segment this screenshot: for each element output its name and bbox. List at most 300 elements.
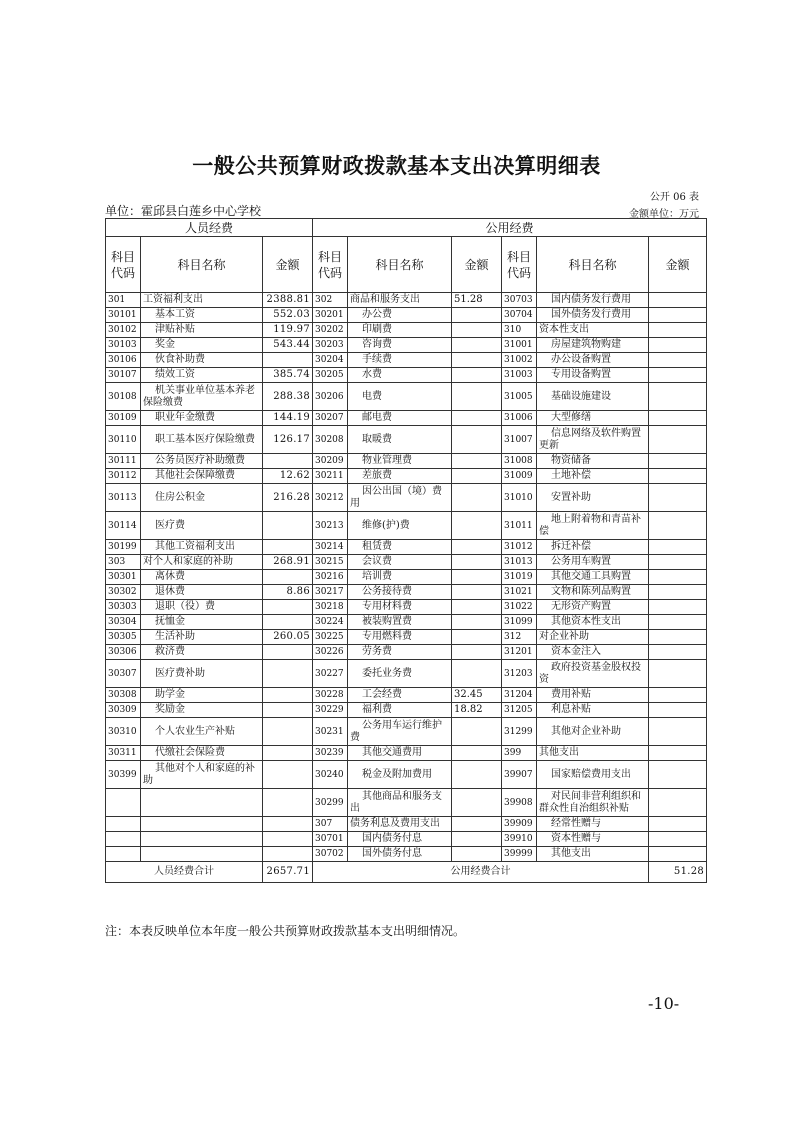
personnel-code-cell: 30310 <box>106 718 141 746</box>
public-b-code-cell: 31205 <box>502 703 537 718</box>
public-b-amount-cell <box>649 585 707 600</box>
header-amount: 金额 <box>649 237 707 293</box>
public-a-amount-cell <box>452 600 502 615</box>
public-b-amount-cell <box>649 454 707 469</box>
page-number: -10- <box>648 994 680 1013</box>
public-b-code-cell: 31006 <box>502 411 537 426</box>
public-b-amount-cell <box>649 600 707 615</box>
public-b-code-cell: 31007 <box>502 426 537 454</box>
header-amount: 金额 <box>263 237 313 293</box>
public-b-code-cell: 31003 <box>502 368 537 383</box>
table-row <box>106 789 707 817</box>
personnel-name-cell: 医疗费补助 <box>141 660 263 688</box>
table-row <box>106 585 707 600</box>
public-b-name-cell: 基础设施建设 <box>537 383 649 411</box>
personnel-amount-cell <box>263 832 313 847</box>
public-a-name-cell: 邮电费 <box>348 411 452 426</box>
public-b-name-cell: 拆迁补偿 <box>537 540 649 555</box>
personnel-name-cell: 其他对个人和家庭的补助 <box>141 761 263 789</box>
table-row <box>106 555 707 570</box>
public-a-code-cell: 30217 <box>313 585 348 600</box>
public-b-name-cell: 物资储备 <box>537 454 649 469</box>
public-a-code-cell: 30216 <box>313 570 348 585</box>
public-a-name-cell: 咨询费 <box>348 338 452 353</box>
public-b-code-cell: 39910 <box>502 832 537 847</box>
public-a-amount-cell <box>452 630 502 645</box>
form-number: 公开 06 表 <box>649 192 699 203</box>
public-b-code-cell: 31005 <box>502 383 537 411</box>
public-b-code-cell: 39907 <box>502 761 537 789</box>
personnel-amount-cell <box>263 688 313 703</box>
public-a-amount-cell <box>452 308 502 323</box>
public-b-name-cell: 对企业补助 <box>537 630 649 645</box>
public-b-name-cell: 公务用车购置 <box>537 555 649 570</box>
public-a-name-cell: 公务接待费 <box>348 585 452 600</box>
personnel-code-cell: 30199 <box>106 540 141 555</box>
public-b-name-cell: 专用设备购置 <box>537 368 649 383</box>
personnel-amount-cell <box>263 454 313 469</box>
public-a-amount-cell <box>452 383 502 411</box>
public-b-name-cell: 房屋建筑物购建 <box>537 338 649 353</box>
public-b-amount-cell <box>649 293 707 308</box>
personnel-name-cell: 住房公积金 <box>141 484 263 512</box>
personnel-code-cell: 30109 <box>106 411 141 426</box>
public-a-name-cell: 公务用车运行维护费 <box>348 718 452 746</box>
table-row <box>106 469 707 484</box>
table-row <box>106 645 707 660</box>
public-a-name-cell: 差旅费 <box>348 469 452 484</box>
table-row <box>106 660 707 688</box>
personnel-code-cell: 30110 <box>106 426 141 454</box>
personnel-name-cell <box>141 847 263 862</box>
personnel-code-cell <box>106 789 141 817</box>
public-a-code-cell: 30228 <box>313 688 348 703</box>
public-b-name-cell: 其他支出 <box>537 847 649 862</box>
table-row <box>106 411 707 426</box>
public-b-name-cell: 资本金注入 <box>537 645 649 660</box>
personnel-code-cell: 30114 <box>106 512 141 540</box>
table-row <box>106 484 707 512</box>
totals-row <box>106 862 707 883</box>
personnel-name-cell: 医疗费 <box>141 512 263 540</box>
unit-label: 单位：霍邱县白莲乡中心学校 <box>105 204 262 218</box>
public-b-name-cell: 无形资产购置 <box>537 600 649 615</box>
public-a-amount-cell <box>452 469 502 484</box>
public-a-name-cell: 其他商品和服务支出 <box>348 789 452 817</box>
public-a-amount-cell <box>452 570 502 585</box>
personnel-name-cell: 工资福利支出 <box>141 293 263 308</box>
personnel-code-cell: 30308 <box>106 688 141 703</box>
personnel-amount-cell: 268.91 <box>263 555 313 570</box>
public-b-name-cell: 其他交通工具购置 <box>537 570 649 585</box>
public-b-amount-cell <box>649 308 707 323</box>
personnel-code-cell: 30102 <box>106 323 141 338</box>
personnel-amount-cell <box>263 761 313 789</box>
public-a-name-cell: 租赁费 <box>348 540 452 555</box>
table-row <box>106 688 707 703</box>
public-b-code-cell: 31299 <box>502 718 537 746</box>
public-b-code-cell: 39909 <box>502 817 537 832</box>
personnel-code-cell: 30311 <box>106 746 141 761</box>
personnel-name-cell: 奖励金 <box>141 703 263 718</box>
personnel-name-cell: 抚恤金 <box>141 615 263 630</box>
public-b-name-cell: 资本性赠与 <box>537 832 649 847</box>
personnel-name-cell: 退职（役）费 <box>141 600 263 615</box>
table-row <box>106 718 707 746</box>
public-b-name-cell: 费用补贴 <box>537 688 649 703</box>
personnel-code-cell: 303 <box>106 555 141 570</box>
public-a-code-cell: 30208 <box>313 426 348 454</box>
public-b-amount-cell <box>649 615 707 630</box>
personnel-amount-cell: 385.74 <box>263 368 313 383</box>
public-a-name-cell: 手续费 <box>348 353 452 368</box>
personnel-name-cell <box>141 817 263 832</box>
header-code: 科目代码 <box>106 237 141 293</box>
public-a-name-cell: 取暖费 <box>348 426 452 454</box>
personnel-name-cell: 其他社会保障缴费 <box>141 469 263 484</box>
public-a-amount-cell <box>452 832 502 847</box>
public-b-amount-cell <box>649 817 707 832</box>
personnel-amount-cell <box>263 615 313 630</box>
public-a-code-cell: 30201 <box>313 308 348 323</box>
public-b-amount-cell <box>649 660 707 688</box>
public-a-name-cell: 会议费 <box>348 555 452 570</box>
public-b-name-cell: 办公设备购置 <box>537 353 649 368</box>
public-a-code-cell: 30209 <box>313 454 348 469</box>
public-b-amount-cell <box>649 746 707 761</box>
table-row <box>106 540 707 555</box>
public-b-amount-cell <box>649 411 707 426</box>
public-b-code-cell: 30704 <box>502 308 537 323</box>
public-b-name-cell: 土地补偿 <box>537 469 649 484</box>
personnel-amount-cell <box>263 353 313 368</box>
public-b-name-cell: 国外债务发行费用 <box>537 308 649 323</box>
personnel-amount-cell <box>263 540 313 555</box>
public-b-amount-cell <box>649 832 707 847</box>
personnel-amount-cell <box>263 847 313 862</box>
public-a-amount-cell <box>452 368 502 383</box>
public-b-name-cell: 经常性赠与 <box>537 817 649 832</box>
personnel-name-cell: 机关事业单位基本养老保险缴费 <box>141 383 263 411</box>
personnel-code-cell: 30303 <box>106 600 141 615</box>
group-header-row <box>106 219 707 237</box>
expenditure-table <box>105 218 707 883</box>
public-a-name-cell: 专用材料费 <box>348 600 452 615</box>
public-b-code-cell: 31022 <box>502 600 537 615</box>
personnel-amount-cell <box>263 570 313 585</box>
personnel-amount-cell <box>263 660 313 688</box>
public-b-name-cell: 大型修缮 <box>537 411 649 426</box>
table-row <box>106 308 707 323</box>
public-a-code-cell: 30218 <box>313 600 348 615</box>
public-a-code-cell: 30202 <box>313 323 348 338</box>
personnel-amount-cell: 119.97 <box>263 323 313 338</box>
personnel-amount-cell <box>263 512 313 540</box>
public-a-amount-cell <box>452 512 502 540</box>
public-a-code-cell: 30224 <box>313 615 348 630</box>
public-b-code-cell: 31021 <box>502 585 537 600</box>
personnel-amount-cell: 552.03 <box>263 308 313 323</box>
table-row <box>106 323 707 338</box>
public-b-name-cell: 国家赔偿费用支出 <box>537 761 649 789</box>
public-a-amount-cell <box>452 454 502 469</box>
personnel-name-cell: 伙食补助费 <box>141 353 263 368</box>
header-name: 科目名称 <box>348 237 452 293</box>
public-a-code-cell: 30239 <box>313 746 348 761</box>
personnel-name-cell: 职业年金缴费 <box>141 411 263 426</box>
public-b-name-cell: 资本性支出 <box>537 323 649 338</box>
public-a-code-cell: 30215 <box>313 555 348 570</box>
public-b-code-cell: 31001 <box>502 338 537 353</box>
table-row <box>106 847 707 862</box>
public-a-amount-cell <box>452 746 502 761</box>
personnel-name-cell: 救济费 <box>141 645 263 660</box>
group-personnel: 人员经费 <box>106 219 313 237</box>
public-b-amount-cell <box>649 484 707 512</box>
personnel-code-cell: 30106 <box>106 353 141 368</box>
public-a-amount-cell: 51.28 <box>452 293 502 308</box>
public-b-name-cell: 政府投资基金股权投资 <box>537 660 649 688</box>
public-a-amount-cell: 32.45 <box>452 688 502 703</box>
personnel-code-cell: 30103 <box>106 338 141 353</box>
table-row <box>106 615 707 630</box>
public-a-amount-cell <box>452 353 502 368</box>
table-row <box>106 600 707 615</box>
public-a-code-cell: 30207 <box>313 411 348 426</box>
public-a-name-cell: 国内债务付息 <box>348 832 452 847</box>
public-a-code-cell: 30702 <box>313 847 348 862</box>
table-row <box>106 570 707 585</box>
table-row <box>106 746 707 761</box>
table-row <box>106 383 707 411</box>
public-a-name-cell: 工会经费 <box>348 688 452 703</box>
public-b-amount-cell <box>649 353 707 368</box>
personnel-name-cell: 基本工资 <box>141 308 263 323</box>
personnel-code-cell: 30107 <box>106 368 141 383</box>
public-a-amount-cell <box>452 323 502 338</box>
public-a-name-cell: 债务利息及费用支出 <box>348 817 452 832</box>
public-b-amount-cell <box>649 540 707 555</box>
personnel-code-cell <box>106 832 141 847</box>
personnel-amount-cell <box>263 703 313 718</box>
public-a-name-cell: 商品和服务支出 <box>348 293 452 308</box>
public-a-code-cell: 30205 <box>313 368 348 383</box>
personnel-code-cell <box>106 847 141 862</box>
personnel-name-cell: 其他工资福利支出 <box>141 540 263 555</box>
public-b-name-cell: 其他对企业补助 <box>537 718 649 746</box>
personnel-name-cell: 退休费 <box>141 585 263 600</box>
table-row <box>106 630 707 645</box>
public-b-amount-cell <box>649 368 707 383</box>
personnel-code-cell: 30302 <box>106 585 141 600</box>
personnel-amount-cell <box>263 645 313 660</box>
personnel-amount-cell: 216.28 <box>263 484 313 512</box>
public-b-name-cell: 地上附着物和青苗补偿 <box>537 512 649 540</box>
public-a-amount-cell <box>452 847 502 862</box>
public-a-code-cell: 30203 <box>313 338 348 353</box>
header-name: 科目名称 <box>537 237 649 293</box>
public-b-amount-cell <box>649 512 707 540</box>
personnel-name-cell: 离休费 <box>141 570 263 585</box>
public-b-code-cell: 39999 <box>502 847 537 862</box>
public-a-amount-cell <box>452 585 502 600</box>
public-a-code-cell: 30212 <box>313 484 348 512</box>
public-b-code-cell: 310 <box>502 323 537 338</box>
personnel-name-cell: 津贴补贴 <box>141 323 263 338</box>
public-b-amount-cell <box>649 688 707 703</box>
public-a-amount-cell <box>452 660 502 688</box>
personnel-total-label: 人员经费合计 <box>106 862 263 883</box>
table-row <box>106 703 707 718</box>
public-a-code-cell: 30299 <box>313 789 348 817</box>
public-b-code-cell: 31010 <box>502 484 537 512</box>
public-a-code-cell: 307 <box>313 817 348 832</box>
public-a-amount-cell <box>452 426 502 454</box>
personnel-code-cell: 30305 <box>106 630 141 645</box>
public-a-name-cell: 物业管理费 <box>348 454 452 469</box>
public-b-name-cell: 文物和陈列品购置 <box>537 585 649 600</box>
personnel-code-cell: 30306 <box>106 645 141 660</box>
public-b-code-cell: 31201 <box>502 645 537 660</box>
personnel-name-cell: 生活补助 <box>141 630 263 645</box>
public-b-amount-cell <box>649 703 707 718</box>
public-a-name-cell: 其他交通费用 <box>348 746 452 761</box>
personnel-name-cell: 公务员医疗补助缴费 <box>141 454 263 469</box>
public-b-amount-cell <box>649 383 707 411</box>
personnel-code-cell: 30112 <box>106 469 141 484</box>
public-a-code-cell: 30225 <box>313 630 348 645</box>
public-b-name-cell: 利息补贴 <box>537 703 649 718</box>
header-code: 科目代码 <box>313 237 348 293</box>
column-header-row <box>106 237 707 293</box>
public-a-amount-cell <box>452 555 502 570</box>
table-row <box>106 761 707 789</box>
personnel-code-cell <box>106 817 141 832</box>
public-total-amount: 51.28 <box>649 862 707 883</box>
public-b-code-cell: 31203 <box>502 660 537 688</box>
personnel-amount-cell: 288.38 <box>263 383 313 411</box>
personnel-name-cell <box>141 789 263 817</box>
public-a-name-cell: 国外债务付息 <box>348 847 452 862</box>
public-a-code-cell: 30204 <box>313 353 348 368</box>
public-a-amount-cell <box>452 540 502 555</box>
personnel-code-cell: 30307 <box>106 660 141 688</box>
public-b-amount-cell <box>649 426 707 454</box>
public-a-amount-cell <box>452 645 502 660</box>
personnel-code-cell: 301 <box>106 293 141 308</box>
personnel-amount-cell: 260.05 <box>263 630 313 645</box>
personnel-name-cell: 代缴社会保险费 <box>141 746 263 761</box>
footnote: 注：本表反映单位本年度一般公共预算财政拨款基本支出明细情况。 <box>105 924 466 938</box>
table-row <box>106 454 707 469</box>
public-a-name-cell: 办公费 <box>348 308 452 323</box>
public-a-code-cell: 30227 <box>313 660 348 688</box>
public-a-name-cell: 因公出国（境）费用 <box>348 484 452 512</box>
personnel-name-cell: 助学金 <box>141 688 263 703</box>
group-public: 公用经费 <box>313 219 707 237</box>
table-row <box>106 832 707 847</box>
public-a-name-cell: 福利费 <box>348 703 452 718</box>
public-b-amount-cell <box>649 645 707 660</box>
public-b-code-cell: 31011 <box>502 512 537 540</box>
personnel-code-cell: 30301 <box>106 570 141 585</box>
public-a-code-cell: 30211 <box>313 469 348 484</box>
personnel-name-cell: 职工基本医疗保险缴费 <box>141 426 263 454</box>
public-b-amount-cell <box>649 789 707 817</box>
public-a-name-cell: 维修(护)费 <box>348 512 452 540</box>
personnel-code-cell: 30309 <box>106 703 141 718</box>
public-b-name-cell: 国内债务发行费用 <box>537 293 649 308</box>
public-a-code-cell: 30240 <box>313 761 348 789</box>
personnel-code-cell: 30108 <box>106 383 141 411</box>
personnel-code-cell: 30304 <box>106 615 141 630</box>
public-a-code-cell: 30229 <box>313 703 348 718</box>
table-row <box>106 353 707 368</box>
public-total-label: 公用经费合计 <box>313 862 649 883</box>
personnel-amount-cell: 144.19 <box>263 411 313 426</box>
table-row <box>106 426 707 454</box>
public-b-code-cell: 31009 <box>502 469 537 484</box>
public-b-code-cell: 31204 <box>502 688 537 703</box>
public-a-name-cell: 电费 <box>348 383 452 411</box>
public-a-amount-cell <box>452 484 502 512</box>
personnel-name-cell: 绩效工资 <box>141 368 263 383</box>
public-b-name-cell: 信息网络及软件购置更新 <box>537 426 649 454</box>
public-a-code-cell: 30226 <box>313 645 348 660</box>
public-a-name-cell: 被装购置费 <box>348 615 452 630</box>
public-a-name-cell: 劳务费 <box>348 645 452 660</box>
money-unit-label: 金额单位：万元 <box>629 209 699 220</box>
header-name: 科目名称 <box>141 237 263 293</box>
public-b-name-cell: 对民间非营利组织和群众性自治组织补贴 <box>537 789 649 817</box>
table-row <box>106 512 707 540</box>
public-b-code-cell: 31019 <box>502 570 537 585</box>
table-row <box>106 368 707 383</box>
personnel-code-cell: 30113 <box>106 484 141 512</box>
public-a-name-cell: 委托业务费 <box>348 660 452 688</box>
personnel-amount-cell <box>263 746 313 761</box>
public-b-code-cell: 399 <box>502 746 537 761</box>
public-a-code-cell: 30206 <box>313 383 348 411</box>
public-a-name-cell: 税金及附加费用 <box>348 761 452 789</box>
public-b-code-cell: 39908 <box>502 789 537 817</box>
personnel-name-cell: 奖金 <box>141 338 263 353</box>
public-b-code-cell: 30703 <box>502 293 537 308</box>
public-b-code-cell: 31002 <box>502 353 537 368</box>
public-b-amount-cell <box>649 555 707 570</box>
public-b-code-cell: 31013 <box>502 555 537 570</box>
public-a-name-cell: 培训费 <box>348 570 452 585</box>
public-a-amount-cell: 18.82 <box>452 703 502 718</box>
table-row <box>106 338 707 353</box>
personnel-amount-cell <box>263 817 313 832</box>
public-b-name-cell: 安置补助 <box>537 484 649 512</box>
public-b-code-cell: 31099 <box>502 615 537 630</box>
personnel-total-amount: 2657.71 <box>263 862 313 883</box>
personnel-code-cell: 30111 <box>106 454 141 469</box>
personnel-amount-cell <box>263 718 313 746</box>
personnel-code-cell: 30101 <box>106 308 141 323</box>
public-b-amount-cell <box>649 469 707 484</box>
public-a-amount-cell <box>452 789 502 817</box>
personnel-amount-cell: 2388.81 <box>263 293 313 308</box>
public-a-code-cell: 302 <box>313 293 348 308</box>
public-a-amount-cell <box>452 615 502 630</box>
personnel-name-cell: 个人农业生产补贴 <box>141 718 263 746</box>
public-b-amount-cell <box>649 630 707 645</box>
personnel-amount-cell <box>263 600 313 615</box>
table-row <box>106 293 707 308</box>
